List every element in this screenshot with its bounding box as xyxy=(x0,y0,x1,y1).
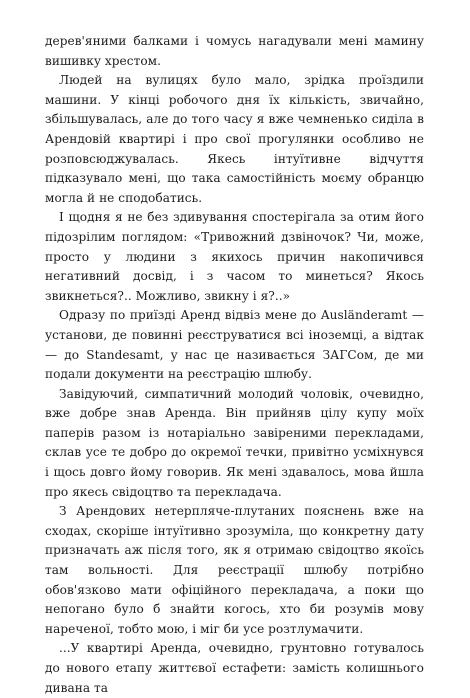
paragraph: Завідуючий, симпатичний молодий чоловік, очевидно, вже добре знав Аренда. Він прийняв цілу купу моїх паперів разом із нотаріально завіреними перекладами, склав усе те добро до окремої течки, привітно усміхнувся і щось довго йому говорив. Як мені здавалось, мова йшла про якесь свідоцтво та перекладача. xyxy=(45,386,424,499)
paragraph: Людей на вулицях було мало, зрідка проїздили машини. У кінці робочого дня їх кількість, звичайно, збільшувалась, але до того часу я вже чемненько сиділа в Арендовій квартирі і про свої прогулянки особливо не розповсюджувалась. Якесь інтуїтивне відчуття підказувало мені, що така самостійність моєму обранцю могла й не сподобатись. xyxy=(45,73,424,205)
paragraph: Одразу по приїзді Аренд відвіз мене до Ausländeramt — установи, де повинні реєструватися всі іноземці, а відтак — до Standesamt, у нас це називається ЗАГСом, де ми подали документи на реєстрацію шлюбу. xyxy=(45,308,424,382)
paragraph: З Арендових нетерпляче-плутаних пояснень вже на сходах, скоріше інтуїтивно зрозуміла, що конкретну дату призначать аж після того, як я отримаю свідоцтво якоїсь там вольності. Для реєстрації шлюбу потрібно обов'язково мати офіційного перекладача, а поки що непогано було б знайти когось, хто би розумів мову нареченої, тобто мою, і міг би усе розтлумачити. xyxy=(45,504,424,636)
paragraph: І щодня я не без здивування спостерігала за отим його підозрілим поглядом: «Тривожний дзвіночок? Чи, може, просто у людини з якихось причин накопичився негативний досвід, і з часом то минеться? Якось звикнеться?.. Можливо, звикну і я?..» xyxy=(45,210,424,303)
paragraph-continued: дерев'яними балками і чомусь нагадували мені мамину вишивку хрестом. xyxy=(45,34,424,68)
paragraph: ...У квартирі Аренда, очевидно, грунтовно готувалось до нового етапу життєвої естафети: замість колишнього дивана та xyxy=(45,641,424,695)
